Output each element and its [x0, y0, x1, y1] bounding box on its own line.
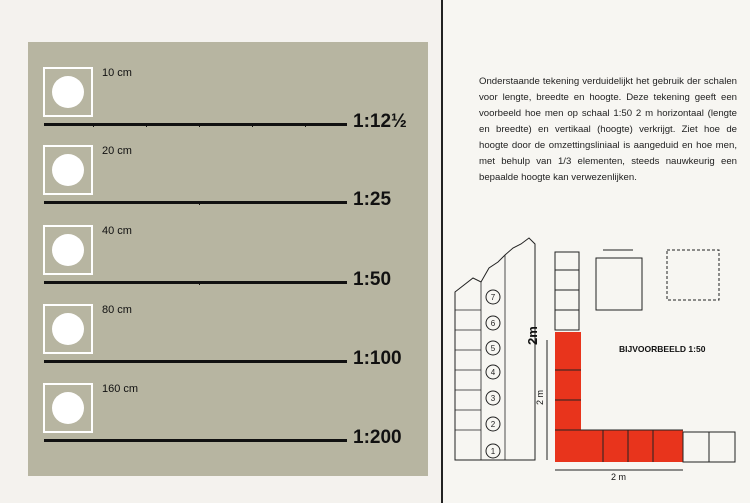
scale-ratio: 1:25 — [353, 189, 392, 210]
scale-row-5 — [28, 383, 428, 463]
cube-icon — [43, 145, 93, 195]
dot-icon — [52, 76, 84, 108]
scale-ratio: 1:50 — [353, 269, 392, 290]
scale-ruler-bar — [44, 123, 347, 126]
scale-ruler-bar — [44, 439, 347, 442]
scale-ratio: 1:12½ — [353, 111, 407, 132]
scale-ruler-bar — [44, 201, 347, 204]
explanation-paragraph: Onderstaande tekening verduidelijkt het gebruik der schalen voor lengte, breedte en hoogte. Deze tekening geeft een voorbeeld hoe men op schaal 1:50 2 m horizontaal (lengte en breedte) en vertikaal (hoogte) verkrijgt. Ziet hoe de hoogte door de omzettingsliniaal is aangeduid en hoe men, met behulp van 1/3 elementen, steeds nauwkeurig een bepaalde hoogte kan verwezenlijken. — [479, 75, 737, 183]
scale-ratio: 1:200 — [353, 427, 402, 448]
number-label: 7 — [490, 293, 496, 302]
number-label: 1 — [490, 447, 496, 456]
number-label: 3 — [490, 394, 496, 403]
block-column-outline — [555, 252, 579, 330]
example-label: BIJVOORBEELD 1:50 — [619, 344, 706, 354]
number-label: 6 — [490, 319, 496, 328]
height-label-small: 2 m — [535, 389, 545, 405]
example-diagram — [443, 0, 750, 503]
ruler-tick — [199, 281, 200, 285]
scale-ratio: 1:100 — [353, 348, 402, 369]
scale-row-3 — [28, 225, 428, 305]
cube-icon — [43, 67, 93, 117]
scale-row-1 — [28, 67, 428, 147]
scale-ruler-bar — [44, 360, 347, 363]
cube-icon — [43, 304, 93, 354]
dot-icon — [52, 313, 84, 345]
dotted-box-outline — [667, 250, 719, 300]
scale-row-2 — [28, 145, 428, 225]
scale-panel — [28, 42, 428, 476]
number-label: 2 — [490, 420, 496, 429]
number-label: 5 — [490, 344, 496, 353]
box-outline — [596, 258, 642, 310]
dot-icon — [52, 392, 84, 424]
dot-icon — [52, 154, 84, 186]
scale-size-label: 80 cm — [102, 304, 132, 316]
height-label-big: 2m — [525, 326, 540, 345]
right-page — [443, 0, 750, 503]
dot-icon — [52, 234, 84, 266]
cube-icon — [43, 383, 93, 433]
cube-icon — [43, 225, 93, 275]
scale-ruler-bar — [44, 281, 347, 284]
scale-row-4 — [28, 304, 428, 384]
scale-size-label: 20 cm — [102, 145, 132, 157]
ruler-tick — [199, 201, 200, 205]
scale-size-label: 160 cm — [102, 383, 139, 395]
number-label: 4 — [490, 368, 496, 377]
scale-size-label: 10 cm — [102, 67, 132, 79]
scale-size-label: 40 cm — [102, 225, 132, 237]
width-label: 2 m — [611, 472, 627, 482]
